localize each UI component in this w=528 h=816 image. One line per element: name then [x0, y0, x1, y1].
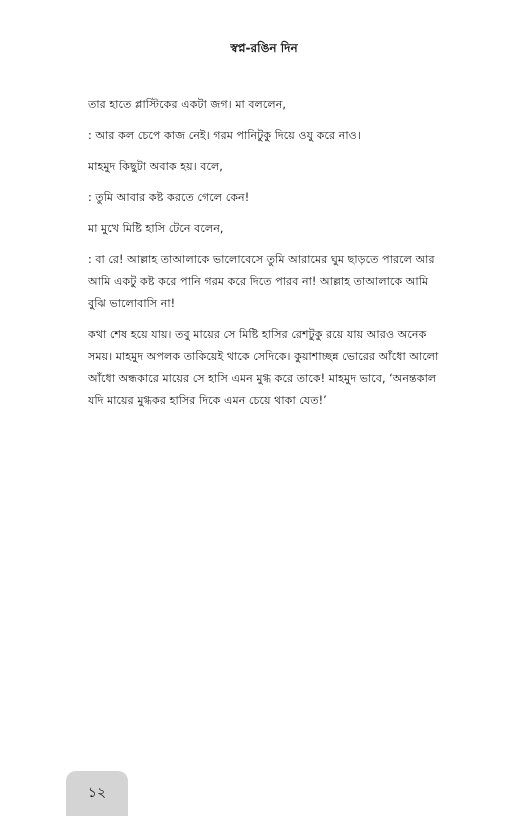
text-line: যদি মায়ের মুগ্ধকর হাসির দিকে এমন চেয়ে থাকা যেত!’: [88, 394, 327, 407]
text-line: : বা রে! আল্লাহ তাআলাকে ভালোবেসে তুমি আরামের ঘুম ছাড়তে পারলে আর: [88, 253, 435, 266]
text-line: সময়। মাহমুদ অপলক তাকিয়েই থাকে সেদিকে। কুয়াশাচ্ছন্ন ভোরের আঁধো আলো: [88, 350, 439, 363]
text-line: : তুমি আবার কষ্ট করতে গেলে কেন!: [88, 191, 250, 204]
text-line: আঁধো অন্ধকারে মায়ের সে হাসি এমন মুগ্ধ করে তাকে! মাহমুদ ভাবে, ‘অনন্তকাল: [88, 372, 437, 385]
text-line: বুঝি ভালোবাসি না!: [88, 297, 176, 310]
paragraph-4: [88, 187, 443, 209]
paragraph-2: [88, 125, 443, 147]
paragraph-5: [88, 218, 443, 240]
paragraph-3: [88, 156, 443, 178]
running-header-title: স্বপ্ন-রঙিন দিন: [230, 41, 298, 55]
text-line: আমি একটু কষ্ট করে পানি গরম করে দিতে পারব না! আল্লাহ তাআলাকে আমি: [88, 275, 429, 288]
body-text: [88, 94, 443, 421]
text-line: মাহমুদ কিছুটা অবাক হয়। বলে,: [88, 160, 223, 173]
text-line: কথা শেষ হয়ে যায়। তবু মায়ের সে মিষ্টি হাসির রেশটুকু রয়ে যায় আরও অনেক: [88, 328, 427, 341]
text-line: : আর কল চেপে কাজ নেই। গরম পানিটুকু দিয়ে ওযু করে নাও।: [88, 129, 361, 142]
paragraph-1: [88, 94, 443, 116]
page-number-tab: [66, 771, 128, 816]
text-line: তার হাতে প্লাস্টিকের একটা জগ। মা বললেন,: [88, 98, 286, 111]
paragraph-6: [88, 249, 443, 315]
paragraph-7: [88, 324, 443, 412]
page-number: ১২: [87, 785, 107, 801]
text-line: মা মুখে মিষ্টি হাসি টেনে বলেন,: [88, 222, 224, 235]
